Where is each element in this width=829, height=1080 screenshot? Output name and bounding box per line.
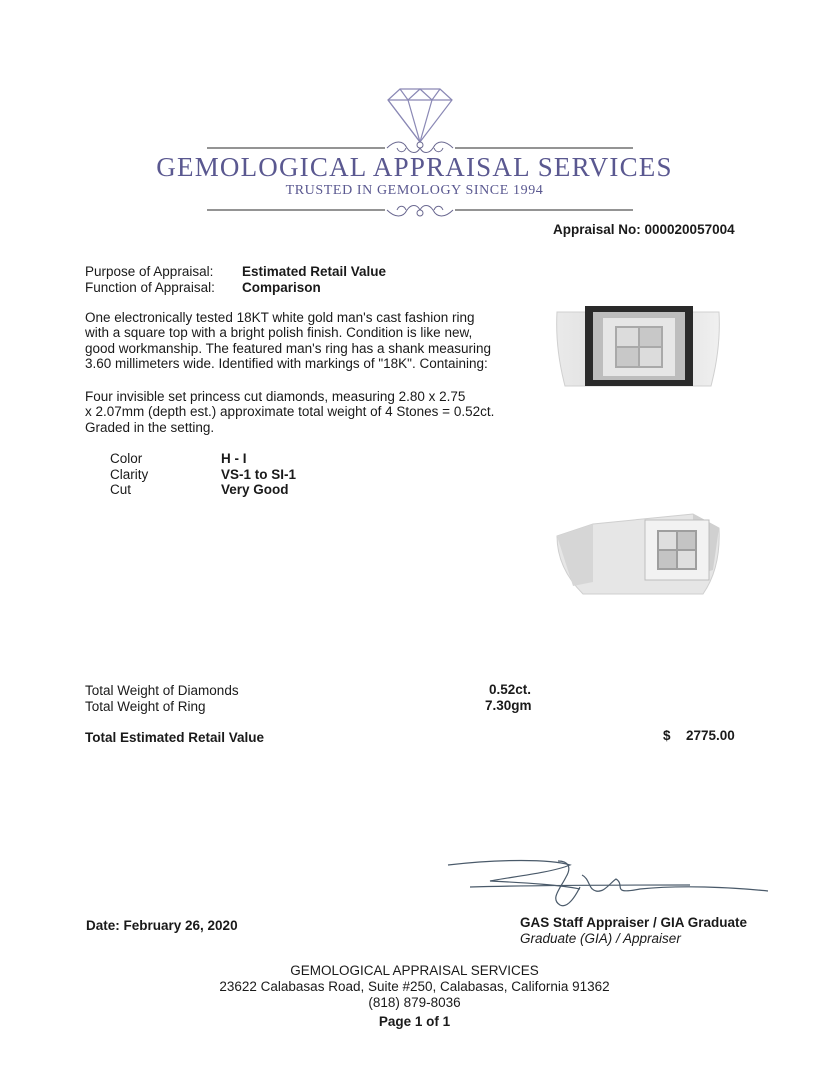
- ring-description: [85, 310, 515, 371]
- total-ring-label: Total Weight of Ring: [85, 699, 206, 714]
- purpose-value: Estimated Retail Value: [242, 264, 387, 279]
- function-value: Comparison: [242, 280, 321, 295]
- description-line: with a square top with a bright polish finish. Condition is like new,: [85, 325, 473, 341]
- grade-label-color: Color: [110, 451, 143, 466]
- diamond-description: [85, 389, 515, 435]
- diamond-line: Graded in the setting.: [85, 419, 215, 435]
- grade-label-cut: Cut: [110, 482, 132, 497]
- grade-label-clarity: Clarity: [110, 467, 149, 482]
- ornament-bottom: [207, 198, 633, 222]
- appraisal-number: Appraisal No: 000020057004: [553, 222, 735, 237]
- description-line: One electronically tested 18KT white gold man's cast fashion ring: [85, 310, 475, 325]
- total-diamonds-label: Total Weight of Diamonds: [85, 683, 239, 698]
- signer-subtitle: Graduate (GIA) / Appraiser: [520, 931, 681, 946]
- description-line: good workmanship. The featured man's ring has a shank measuring: [85, 340, 492, 356]
- ring-photo-side: [553, 508, 723, 598]
- currency-symbol: $: [663, 728, 671, 743]
- diamond-line: Four invisible set princess cut diamonds, measuring 2.80 x 2.75: [85, 389, 466, 404]
- retail-value-label: Total Estimated Retail Value: [85, 730, 265, 745]
- retail-value: 2775.00: [686, 728, 735, 743]
- appraisal-date: Date: February 26, 2020: [86, 918, 238, 933]
- signature: [440, 855, 770, 915]
- grade-value-cut: Very Good: [221, 482, 289, 497]
- function-label: Function of Appraisal:: [85, 280, 215, 295]
- footer-address: 23622 Calabasas Road, Suite #250, Calabasas, California 91362: [219, 979, 610, 994]
- page-number: Page 1 of 1: [378, 1014, 451, 1029]
- grade-value-clarity: VS-1 to SI-1: [221, 467, 297, 482]
- description-line: 3.60 millimeters wide. Identified with markings of "18K". Containing:: [85, 355, 488, 371]
- footer-company: GEMOLOGICAL APPRAISAL SERVICES: [290, 963, 539, 978]
- total-diamonds-value: 0.52ct.: [489, 682, 532, 697]
- ring-photo-top: [553, 298, 723, 398]
- grade-value-color: H - I: [221, 451, 247, 466]
- company-name: GEMOLOGICAL APPRAISAL SERVICES: [156, 152, 673, 182]
- signer-title: GAS Staff Appraiser / GIA Graduate: [520, 915, 748, 930]
- company-tagline: TRUSTED IN GEMOLOGY SINCE 1994: [285, 183, 544, 198]
- footer-phone: (818) 879-8036: [368, 995, 461, 1010]
- total-ring-value: 7.30gm: [485, 698, 532, 713]
- purpose-label: Purpose of Appraisal:: [85, 264, 214, 279]
- diamond-line: x 2.07mm (depth est.) approximate total weight of 4 Stones = 0.52ct.: [85, 404, 495, 420]
